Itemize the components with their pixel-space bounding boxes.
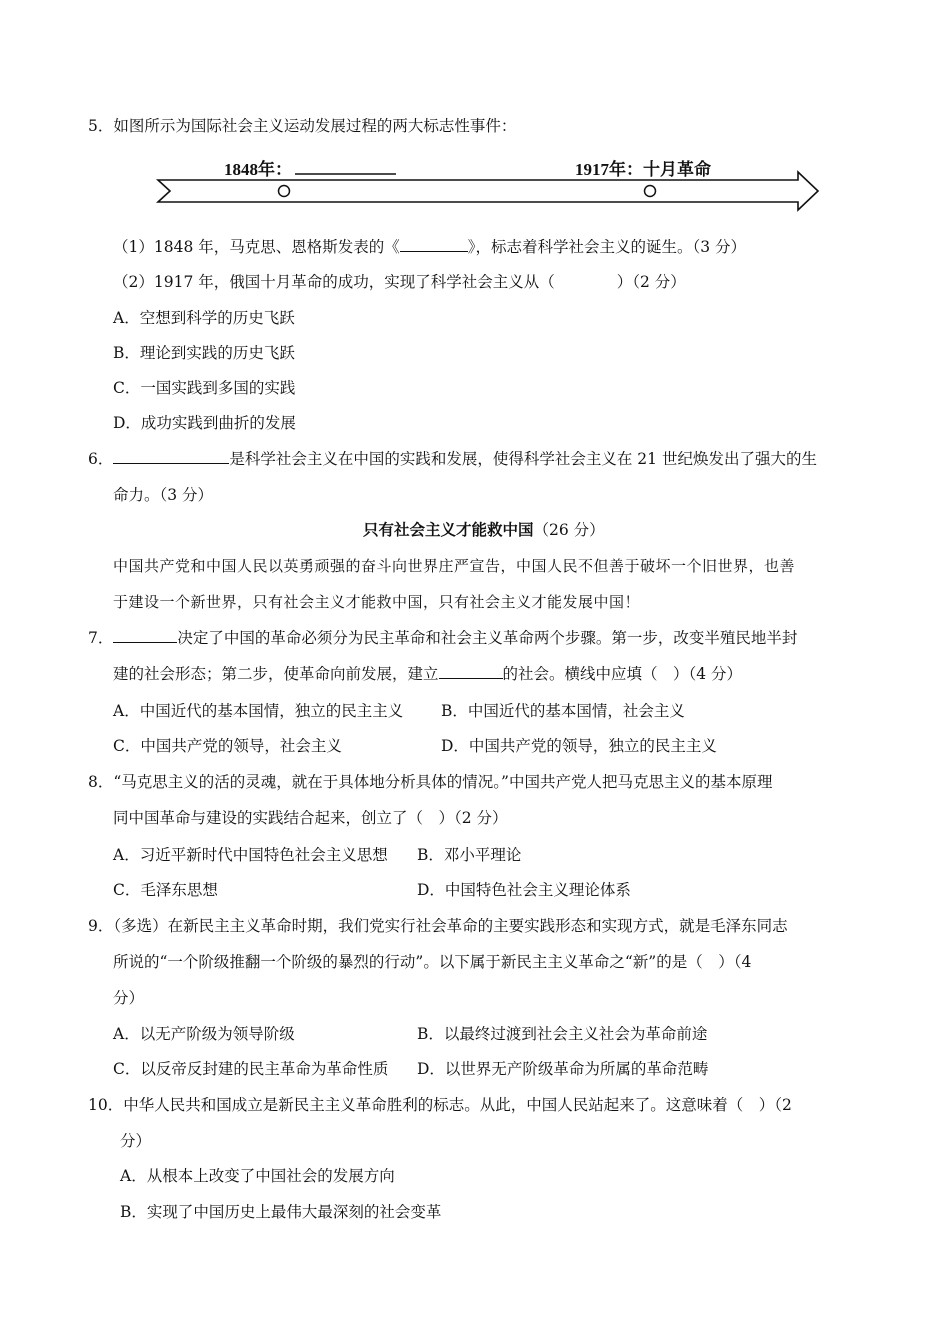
q10-line2: 分） xyxy=(120,1132,152,1150)
timeline-node-1848 xyxy=(279,186,290,197)
timeline-diagram xyxy=(150,150,830,220)
q8-option-d: D．中国特色社会主义理论体系 xyxy=(417,881,631,899)
q10-option-b: B．实现了中国历史上最伟大最深刻的社会变革 xyxy=(120,1203,442,1221)
q9-option-c: C．以反帝反封建的民主革命为革命性质 xyxy=(113,1060,389,1078)
q9-line2: 所说的“一个阶级推翻一个阶级的暴烈的行动”。以下属于新民主主义革命之“新”的是（ ）（4 xyxy=(113,953,752,971)
q5-sub1 xyxy=(113,237,746,257)
q7-blank-1 xyxy=(113,628,177,643)
q7-number: 7． xyxy=(88,629,114,647)
q7-option-c: C．中国共产党的领导，社会主义 xyxy=(113,737,342,755)
q6-blank xyxy=(113,449,229,464)
q8-line1 xyxy=(88,772,772,792)
q7-blank-2 xyxy=(439,664,503,679)
q9-line3: 分） xyxy=(113,989,145,1007)
q7-option-b: B．中国近代的基本国情，社会主义 xyxy=(441,702,685,720)
q5-number: 5． xyxy=(88,117,114,135)
q8-number: 8． xyxy=(88,773,114,791)
q7-option-a: A．中国近代的基本国情，独立的民主主义 xyxy=(113,702,404,720)
timeline-node-1917 xyxy=(645,186,656,197)
q6-line2: 命力。（3 分） xyxy=(113,486,214,504)
q9-option-a: A．以无产阶级为领导阶级 xyxy=(113,1025,295,1043)
q5-option-a: A．空想到科学的历史飞跃 xyxy=(113,309,295,327)
q9-line1-text: （多选）在新民主主义革命时期，我们党实行社会革命的主要实践形态和实现方式，就是毛泽东同志 xyxy=(113,917,788,935)
section-intro-line1: 中国共产党和中国人民以英勇顽强的奋斗向世界庄严宣告，中国人民不但善于破坏一个旧世界，也善 xyxy=(113,557,796,575)
section-intro-line2: 于建设一个新世界，只有社会主义才能救中国，只有社会主义才能发展中国！ xyxy=(113,593,641,611)
q8-option-b: B．邓小平理论 xyxy=(417,846,522,864)
q7-line2 xyxy=(113,664,742,684)
q10-number: 10． xyxy=(88,1096,124,1114)
section-title-text: 只有社会主义才能救中国 xyxy=(363,520,534,539)
q5-option-c: C．一国实践到多国的实践 xyxy=(113,379,296,397)
q5-stem-text: 如图所示为国际社会主义运动发展过程的两大标志性事件： xyxy=(113,117,517,135)
q5-sub1-text-a: （1）1848 年，马克思、恩格斯发表的《 xyxy=(113,238,400,256)
q5-sub1-text-b: 》，标志着科学社会主义的诞生。（3 分） xyxy=(467,238,747,256)
q6-number: 6． xyxy=(88,450,114,468)
section-title xyxy=(363,520,605,540)
q8-line1-text: “马克思主义的活的灵魂，就在于具体地分析具体的情况。”中国共产党人把马克思主义的基本原理 xyxy=(113,773,773,791)
q5-sub2: （2）1917 年，俄国十月革命的成功，实现了科学社会主义从（ ）（2 分） xyxy=(113,273,686,291)
q9-option-d: D．以世界无产阶级革命为所属的革命范畴 xyxy=(417,1060,709,1078)
q7-line2-text-b: 的社会。横线中应填（ ）（4 分） xyxy=(502,665,743,683)
q10-line1 xyxy=(88,1095,792,1115)
timeline-left-label: 1848年： xyxy=(224,160,292,179)
q7-line1 xyxy=(88,628,797,648)
q9-option-b: B．以最终过渡到社会主义社会为革命前途 xyxy=(417,1025,708,1043)
q9-number: 9． xyxy=(88,917,114,935)
q7-option-d: D．中国共产党的领导，独立的民主主义 xyxy=(441,737,717,755)
section-score: （26 分） xyxy=(533,521,605,539)
q8-line2: 同中国革命与建设的实践结合起来，创立了（ ）（2 分） xyxy=(113,809,508,827)
timeline-right-label: 1917年：十月革命 xyxy=(575,160,711,179)
q5-option-d: D．成功实践到曲折的发展 xyxy=(113,414,296,432)
q5-stem xyxy=(88,116,516,136)
q5-option-b: B．理论到实践的历史飞跃 xyxy=(113,344,295,362)
q7-line2-text-a: 建的社会形态；第二步，使革命向前发展，建立 xyxy=(113,665,439,683)
q10-option-a: A．从根本上改变了中国社会的发展方向 xyxy=(120,1167,395,1185)
q6-line1 xyxy=(88,449,817,469)
q8-option-a: A．习近平新时代中国特色社会主义思想 xyxy=(113,846,388,864)
q10-line1-text: 中华人民共和国成立是新民主主义革命胜利的标志。从此，中国人民站起来了。这意味着（ ）（2 xyxy=(123,1096,792,1114)
q9-line1 xyxy=(88,916,788,936)
q8-option-c: C．毛泽东思想 xyxy=(113,881,218,899)
q7-line1-text: 决定了中国的革命必须分为民主革命和社会主义革命两个步骤。第一步，改变半殖民地半封 xyxy=(177,629,798,647)
q6-text-a: 是科学社会主义在中国的实践和发展，使得科学社会主义在 21 世纪焕发出了强大的生 xyxy=(229,450,817,468)
q5-sub1-blank xyxy=(400,237,468,252)
